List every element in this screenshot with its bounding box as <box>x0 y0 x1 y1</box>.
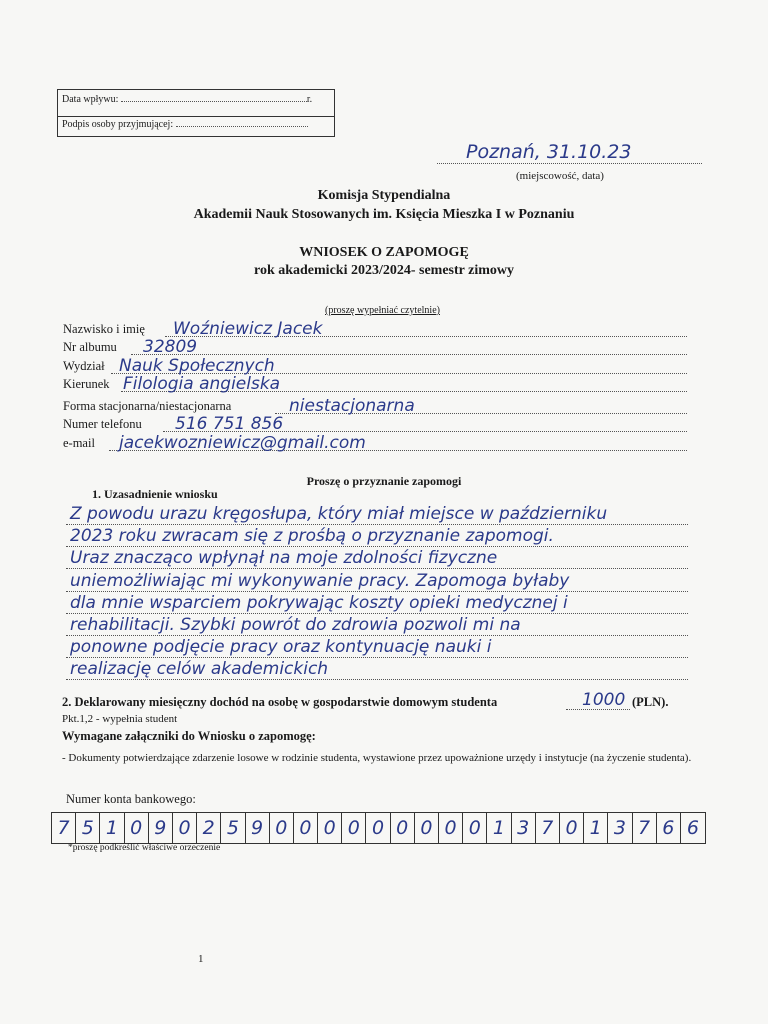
account-digit-box: 0 <box>463 813 487 843</box>
justification-line: Z powodu urazu kręgosłupa, który miał miejsce w październiku <box>66 502 688 525</box>
album-dotted-line <box>131 354 687 355</box>
receipt-date-label: Data wpływu: <box>62 94 119 105</box>
name-value: Woźniewicz Jacek <box>173 319 323 339</box>
bank-account-boxes <box>51 812 706 844</box>
major-label: Kierunek <box>63 377 110 391</box>
account-digit-box: 7 <box>52 813 76 843</box>
faculty-label: Wydział <box>63 359 105 373</box>
email-value: jacekwozniewicz@gmail.com <box>119 433 366 453</box>
account-digit-box: 0 <box>342 813 366 843</box>
fill-legibly-note: (proszę wypełniać czytelnie) <box>325 305 440 316</box>
email-label: e-mail <box>63 436 95 450</box>
receipt-stamp-box <box>57 89 335 137</box>
account-digit-box: 3 <box>512 813 536 843</box>
account-digit-box: 0 <box>318 813 342 843</box>
receiver-signature-row <box>58 116 334 130</box>
faculty-value: Nauk Społecznych <box>119 356 275 376</box>
account-digit-box: 0 <box>439 813 463 843</box>
account-digit-box: 0 <box>125 813 149 843</box>
justification-line: dla mnie wsparciem pokrywając koszty opieki medycznej i <box>66 591 688 614</box>
account-digit-box: 0 <box>294 813 318 843</box>
attachments-text: - Dokumenty potwierdzające zdarzenie losowe w rodzinie studenta, wystawione przez upoważnione urzędy i instytucje (na życzenie studenta). <box>62 752 692 764</box>
justification-line: realizację celów akademickich <box>66 657 688 680</box>
account-digit-box: 5 <box>221 813 245 843</box>
underline-note: *proszę podkreślić właściwe orzeczenie <box>68 843 221 853</box>
account-digit-box: 6 <box>686 817 700 839</box>
attachments-heading: Wymagane załączniki do Wniosku o zapomogę: <box>62 729 316 743</box>
study-mode-value: niestacjonarna <box>289 396 415 416</box>
income-label: 2. Deklarowany miesięczny dochód na osobę w gospodarstwie domowym studenta <box>62 695 498 709</box>
academic-year: rok akademicki 2023/2024- semestr zimowy <box>253 263 514 278</box>
study-mode-label: Forma stacjonarna/niestacjonarna <box>63 399 232 413</box>
account-digit-box: 6 <box>657 813 681 843</box>
bank-account-label: Numer konta bankowego: <box>66 792 196 806</box>
phone-label: Numer telefonu <box>63 417 142 431</box>
income-unit: (PLN). <box>632 695 669 709</box>
receipt-date-suffix: r. <box>306 94 313 105</box>
account-digit-box: 0 <box>391 813 415 843</box>
place-date-label: (miejscowość, data) <box>516 170 604 182</box>
student-fill-note: Pkt.1,2 - wypełnia student <box>62 713 178 725</box>
income-value: 1000 <box>582 690 626 710</box>
account-digit-box: 9 <box>246 813 270 843</box>
receiver-signature-label: Podpis osoby przyjmującej: <box>62 119 174 130</box>
name-label: Nazwisko i imię <box>63 322 145 336</box>
account-digit-box: 7 <box>536 813 560 843</box>
justification-line: Uraz znacząco wpłynął na moje zdolności fizyczne <box>66 546 688 569</box>
phone-field <box>63 416 687 434</box>
major-value: Filologia angielska <box>123 374 281 394</box>
account-digit-box: 3 <box>608 813 632 843</box>
album-label: Nr albumu <box>63 340 117 354</box>
justification-line: uniemożliwiając mi wykonywanie pracy. Zapomoga byłaby <box>66 569 688 592</box>
grant-request-heading: Proszę o przyznanie zapomogi <box>306 474 462 488</box>
account-digit-box: 5 <box>76 813 100 843</box>
receiver-signature-dotted-line <box>176 126 308 127</box>
account-digit-box: 1 <box>584 813 608 843</box>
academy-name: Akademii Nauk Stosowanych im. Księcia Mieszka I w Poznaniu <box>193 207 575 222</box>
place-date-value: Poznań, 31.10.23 <box>466 141 632 163</box>
account-digit-box: 7 <box>633 813 657 843</box>
account-digit-box: 2 <box>197 813 221 843</box>
receipt-date-dotted-line <box>121 101 307 102</box>
account-digit-box: 1 <box>487 813 511 843</box>
form-title: WNIOSEK O ZAPOMOGĘ <box>299 245 469 260</box>
justification-line: 2023 roku zwracam się z prośbą o przyznanie zapomogi. <box>66 524 688 547</box>
justification-line: ponowne podjęcie pracy oraz kontynuację nauki i <box>66 635 688 658</box>
album-field <box>63 339 687 357</box>
account-digit-box: 0 <box>415 813 439 843</box>
account-digit-box: 0 <box>173 813 197 843</box>
justification-line: rehabilitacji. Szybki powrót do zdrowia pozwoli mi na <box>66 613 688 636</box>
account-digit-box: 9 <box>149 813 173 843</box>
receipt-date-row <box>62 94 312 105</box>
page-number: 1 <box>198 953 204 965</box>
justification-heading: 1. Uzasadnienie wniosku <box>92 487 218 501</box>
account-digit-box: 0 <box>366 813 390 843</box>
account-digit-box: 0 <box>270 813 294 843</box>
major-field <box>63 376 687 394</box>
email-field <box>63 435 687 453</box>
account-digit-box: 1 <box>100 813 124 843</box>
study-mode-field <box>63 398 687 416</box>
account-digit-box: 0 <box>560 813 584 843</box>
album-value: 32809 <box>143 337 198 357</box>
committee-name: Komisja Stypendialna <box>317 188 451 203</box>
phone-value: 516 751 856 <box>175 414 284 434</box>
